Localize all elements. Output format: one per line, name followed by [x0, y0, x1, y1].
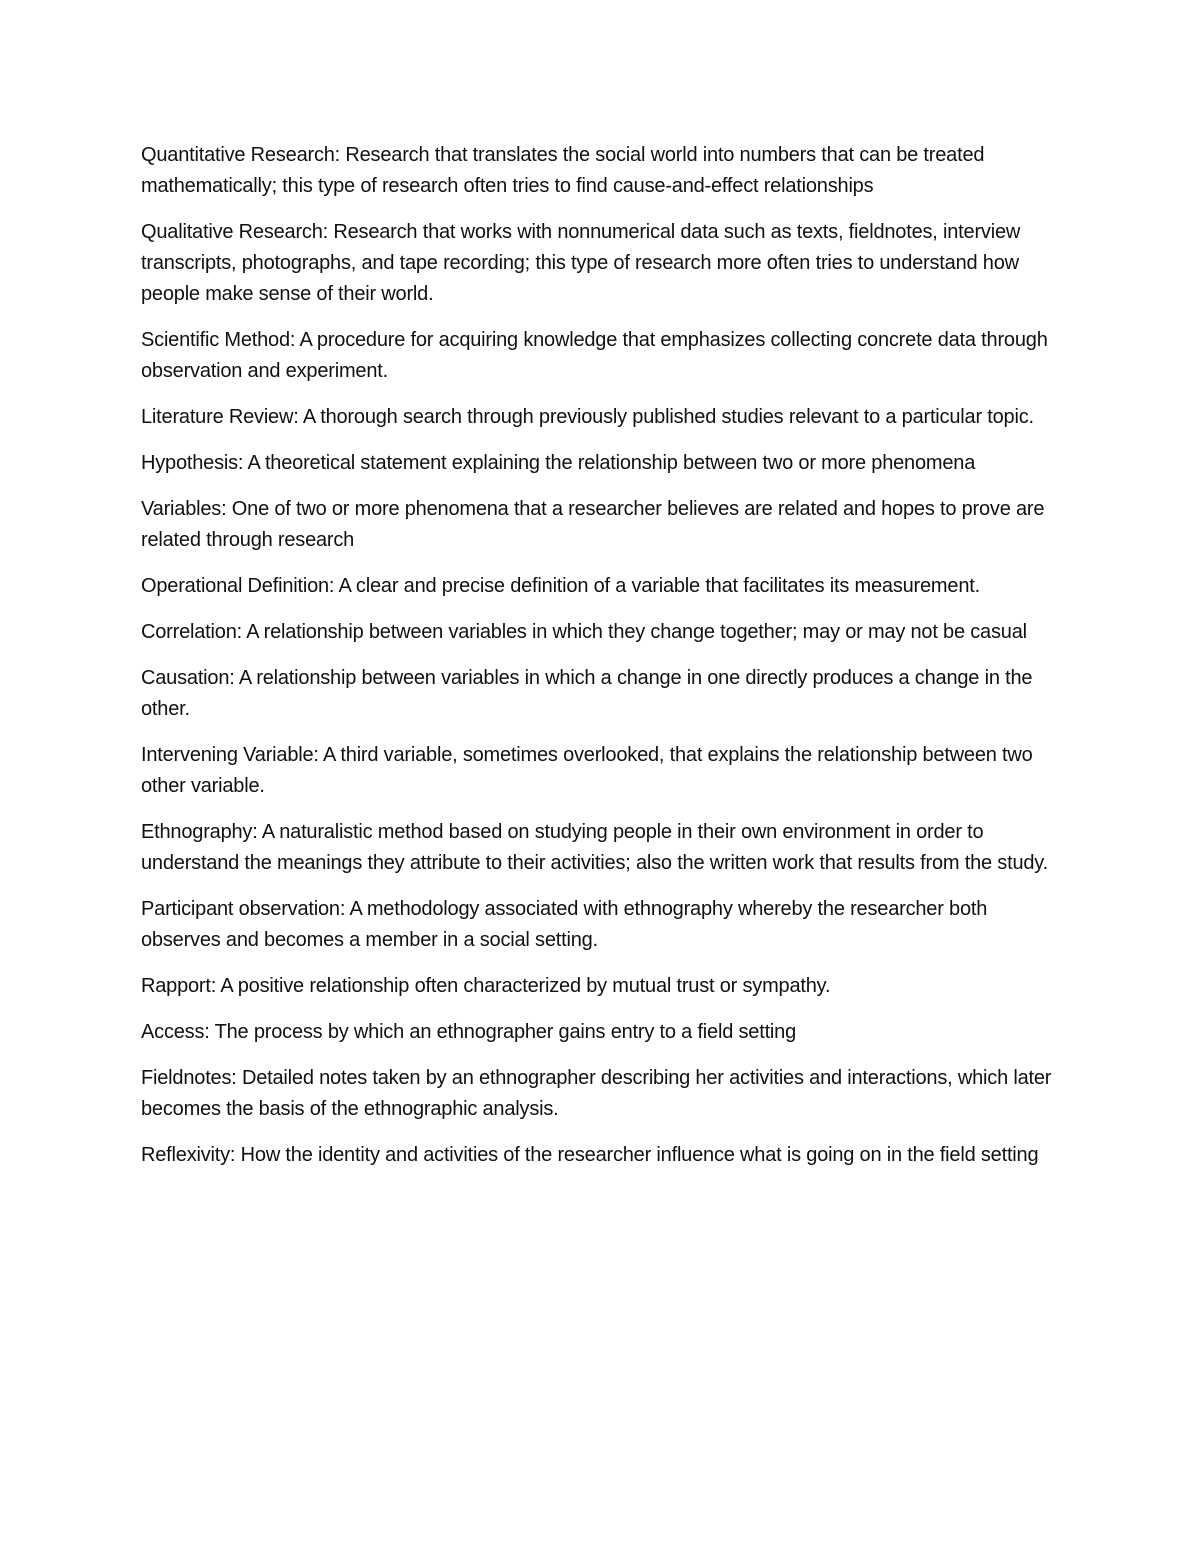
- glossary-list: [141, 140, 1071, 1186]
- glossary-entry-rapport: Rapport: A positive relationship often characterized by mutual trust or sympathy.: [141, 975, 831, 997]
- glossary-entry-operational-definition: Operational Definition: A clear and precise definition of a variable that facilitates its measurement.: [141, 575, 980, 597]
- glossary-entry-scientific-method: Scientific Method: A procedure for acquiring knowledge that emphasizes collecting concrete data through observation and experiment.: [141, 329, 1048, 382]
- glossary-entry-literature-review: Literature Review: A thorough search through previously published studies relevant to a particular topic.: [141, 406, 1034, 428]
- glossary-entry-access: Access: The process by which an ethnographer gains entry to a field setting: [141, 1021, 797, 1043]
- glossary-entry-variables: Variables: One of two or more phenomena that a researcher believes are related and hopes to prove are related through research: [141, 498, 1045, 551]
- glossary-entry-hypothesis: Hypothesis: A theoretical statement explaining the relationship between two or more phenomena: [141, 452, 976, 474]
- glossary-entry-ethnography: Ethnography: A naturalistic method based on studying people in their own environment in order to understand the meanings they attribute to their activities; also the written work that results from the study.: [141, 821, 1048, 874]
- glossary-entry-causation: Causation: A relationship between variables in which a change in one directly produces a change in the other.: [141, 667, 1033, 720]
- glossary-entry-quantitative-research: Quantitative Research: Research that translates the social world into numbers that can be treated mathematically; this type of research often tries to find cause-and-effect relationships: [141, 144, 985, 197]
- glossary-entry-participant-observation: Participant observation: A methodology associated with ethnography whereby the researcher both observes and becomes a member in a social setting.: [141, 898, 988, 951]
- glossary-entry-correlation: Correlation: A relationship between variables in which they change together; may or may not be casual: [141, 621, 1027, 643]
- glossary-entry-reflexivity: Reflexivity: How the identity and activities of the researcher influence what is going on in the field setting: [141, 1144, 1039, 1166]
- glossary-entry-fieldnotes: Fieldnotes: Detailed notes taken by an ethnographer describing her activities and interactions, which later becomes the basis of the ethnographic analysis.: [141, 1067, 1052, 1120]
- glossary-entry-intervening-variable: Intervening Variable: A third variable, sometimes overlooked, that explains the relationship between two other variable.: [141, 744, 1033, 797]
- glossary-entry-qualitative-research: Qualitative Research: Research that works with nonnumerical data such as texts, fieldnotes, interview transcripts, photographs, and tape recording; this type of research more often tries to understand how people make sense of their world.: [141, 221, 1021, 305]
